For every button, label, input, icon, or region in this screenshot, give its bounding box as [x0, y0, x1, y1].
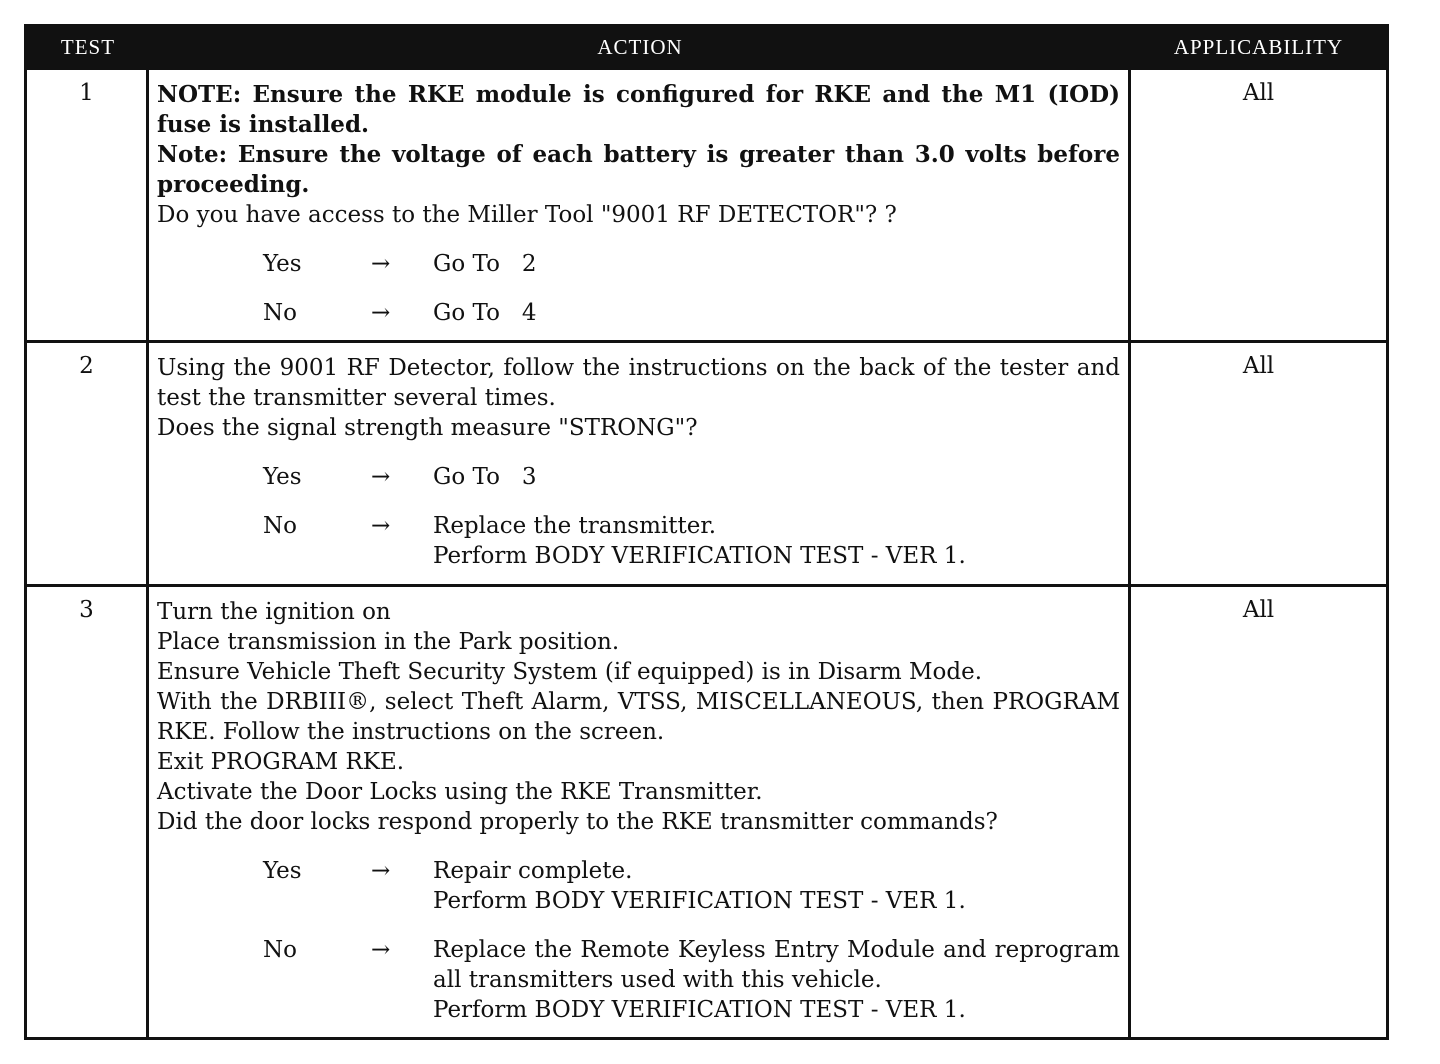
header-applicability: APPLICABILITY: [1173, 34, 1344, 59]
action-cell: [149, 343, 1131, 584]
instruction-text: Turn the ignition on: [157, 599, 391, 625]
arrow-icon: →: [371, 251, 391, 277]
no-option: [263, 298, 1120, 328]
header-test: TEST: [60, 34, 116, 59]
yes-label: Yes: [263, 251, 302, 277]
no-result: [433, 935, 1120, 1025]
no-result: Go To 4: [433, 300, 537, 326]
no-result-line: Perform BODY VERIFICATION TEST - VER 1.: [433, 543, 966, 569]
applicability-value: All: [1242, 80, 1275, 106]
no-result: [433, 511, 1120, 571]
table-header: [27, 27, 1386, 67]
arrow-icon: →: [371, 300, 391, 326]
no-result-line: Perform BODY VERIFICATION TEST - VER 1.: [433, 997, 966, 1023]
table-row: [27, 340, 1386, 584]
note-text: Note: Ensure the voltage of each battery is greater than 3.0 volts before proceeding.: [157, 141, 1120, 198]
yes-result: [433, 856, 1120, 916]
yes-result: Go To 2: [433, 251, 537, 277]
no-label: No: [263, 513, 297, 539]
arrow-icon: →: [371, 464, 391, 490]
applicability-value: All: [1242, 353, 1275, 379]
yes-result-line: Repair complete.: [433, 858, 633, 884]
instruction-text: Place transmission in the Park position.: [157, 629, 620, 655]
no-option: [263, 511, 1120, 571]
test-number: 1: [27, 70, 149, 340]
note-text: NOTE: Ensure the RKE module is configured for RKE and the M1 (IOD) fuse is installed.: [157, 81, 1120, 138]
action-cell: [149, 587, 1131, 1037]
arrow-icon: →: [371, 937, 391, 963]
diagnostic-table: [24, 24, 1389, 1040]
arrow-icon: →: [371, 858, 391, 884]
arrow-icon: →: [371, 513, 391, 539]
yes-option: [263, 462, 1120, 492]
instruction-text: Activate the Door Locks using the RKE Transmitter.: [157, 779, 763, 805]
question-text: Do you have access to the Miller Tool "9001 RF DETECTOR"? ?: [157, 202, 897, 228]
action-cell: [149, 70, 1131, 340]
instruction-text: Ensure Vehicle Theft Security System (if equipped) is in Disarm Mode.: [157, 659, 983, 685]
no-label: No: [263, 300, 297, 326]
no-option: [263, 935, 1120, 1025]
instruction-text: With the DRBIII®, select Theft Alarm, VTSS, MISCELLANEOUS, then PROGRAM RKE. Follow the instructions on the screen.: [157, 689, 1120, 745]
instruction-text: Using the 9001 RF Detector, follow the instructions on the back of the tester and test the transmitter several times.: [157, 355, 1120, 411]
yes-result-line: Perform BODY VERIFICATION TEST - VER 1.: [433, 888, 966, 914]
instruction-text: Exit PROGRAM RKE.: [157, 749, 405, 775]
no-result-line: Replace the Remote Keyless Entry Module and reprogram all transmitters used with this vehicle.: [433, 937, 1120, 993]
applicability-value: All: [1242, 597, 1275, 623]
question-text: Did the door locks respond properly to the RKE transmitter commands?: [157, 809, 998, 835]
no-result-line: Replace the transmitter.: [433, 513, 717, 539]
question-text: Does the signal strength measure "STRONG"?: [157, 415, 698, 441]
yes-option: [263, 856, 1120, 916]
table-row: [27, 584, 1386, 1037]
test-number: 3: [27, 587, 149, 1037]
yes-label: Yes: [263, 464, 302, 490]
header-action: ACTION: [597, 34, 683, 59]
yes-label: Yes: [263, 858, 302, 884]
yes-result: Go To 3: [433, 464, 537, 490]
yes-option: [263, 249, 1120, 279]
no-label: No: [263, 937, 297, 963]
table-row: [27, 67, 1386, 340]
test-number: 2: [27, 343, 149, 584]
